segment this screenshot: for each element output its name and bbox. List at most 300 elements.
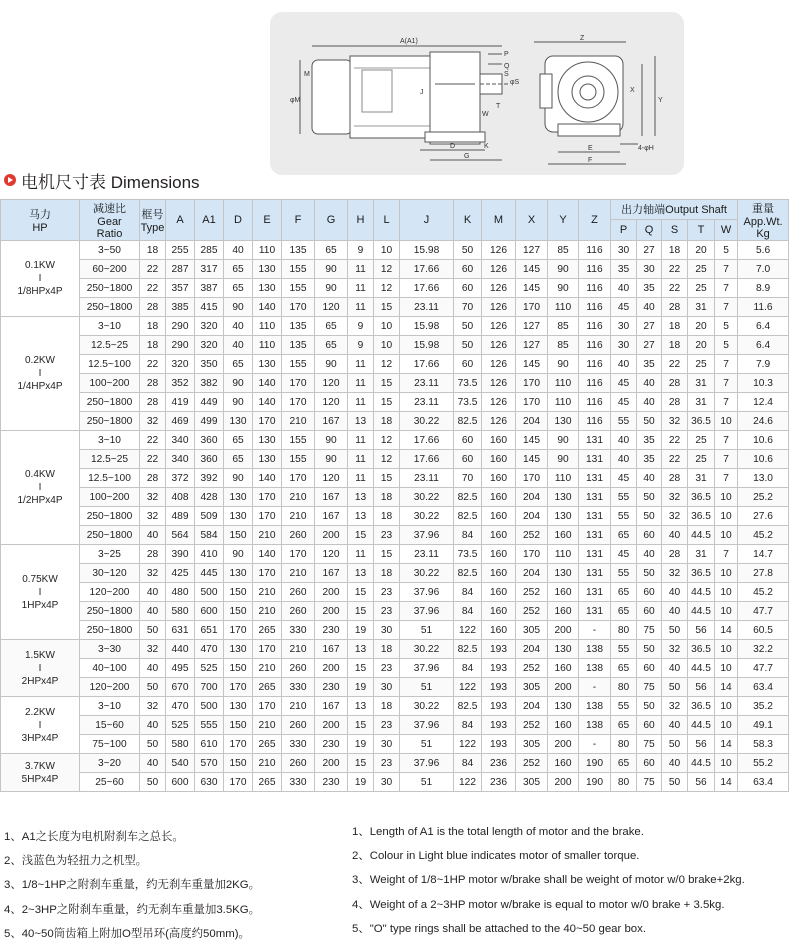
table-cell: 110 (548, 469, 579, 488)
table-cell: 20 (688, 241, 715, 260)
table-cell: 60 (637, 716, 662, 735)
table-cell: 210 (282, 697, 315, 716)
table-cell: 28 (662, 393, 688, 412)
table-cell: 73.5 (454, 374, 482, 393)
table-cell: 190 (579, 773, 611, 792)
table-cell: 65 (315, 317, 348, 336)
table-cell: 50 (140, 773, 166, 792)
table-cell: 18 (662, 241, 688, 260)
table-cell: 10 (715, 526, 738, 545)
table-cell: 116 (579, 317, 611, 336)
label-g: G (464, 153, 470, 160)
table-cell: 330 (282, 735, 315, 754)
label-m: M (304, 71, 310, 78)
table-cell: 145 (516, 260, 548, 279)
header-shaft-w: W (715, 219, 738, 240)
table-cell: 116 (579, 336, 611, 355)
table-header (1, 200, 789, 241)
table-cell: 3~10 (80, 431, 140, 450)
table-cell: 25 (688, 431, 715, 450)
table-cell: 23 (374, 602, 400, 621)
table-cell: 330 (282, 773, 315, 792)
table-cell: 15~60 (80, 716, 140, 735)
label-phim: φM (290, 97, 301, 104)
table-cell: 250~1800 (80, 621, 140, 640)
table-row (1, 298, 789, 317)
table-cell: 167 (315, 412, 348, 431)
table-cell: 499 (195, 412, 224, 431)
table-cell: 18 (662, 336, 688, 355)
table-cell: 22 (662, 355, 688, 374)
table-cell: 130 (224, 640, 253, 659)
table-cell: 126 (482, 241, 516, 260)
table-cell: 50 (637, 507, 662, 526)
table-cell: 170 (253, 488, 282, 507)
table-cell: 7 (715, 374, 738, 393)
label-p: P (504, 51, 509, 58)
header-type: 框号 Type (140, 200, 166, 241)
table-cell: 12 (374, 431, 400, 450)
table-cell: 82.5 (454, 640, 482, 659)
table-cell: 210 (282, 640, 315, 659)
table-cell: 50 (637, 640, 662, 659)
table-cell: 170 (282, 374, 315, 393)
table-cell: 90 (224, 393, 253, 412)
table-cell: 40 (637, 374, 662, 393)
table-row (1, 469, 789, 488)
table-cell: 160 (548, 602, 579, 621)
table-cell: 160 (482, 431, 516, 450)
table-cell: 30 (611, 336, 637, 355)
table-cell: 8.9 (738, 279, 789, 298)
table-cell: 51 (400, 621, 454, 640)
table-cell: 11 (348, 431, 374, 450)
table-cell: 30 (374, 735, 400, 754)
table-cell: 17.66 (400, 260, 454, 279)
note-cn: 3、1/8~1HP之附刹车重量，约无刹车重量加2KG。 (4, 879, 261, 892)
hp-cell: 0.1KW I 1/8HPx4P (1, 241, 80, 317)
table-cell: 126 (482, 355, 516, 374)
table-cell: 40 (662, 583, 688, 602)
table-cell: 40 (662, 526, 688, 545)
table-cell: 116 (579, 279, 611, 298)
table-cell: 193 (482, 716, 516, 735)
table-cell: 51 (400, 678, 454, 697)
table-cell: 130 (548, 488, 579, 507)
table-cell: 60~200 (80, 260, 140, 279)
table-cell: 160 (482, 545, 516, 564)
table-cell: 155 (282, 260, 315, 279)
table-cell: 290 (166, 336, 195, 355)
table-cell: 65 (224, 355, 253, 374)
table-cell: 135 (282, 241, 315, 260)
table-cell: 18 (374, 488, 400, 507)
table-cell: 40 (637, 393, 662, 412)
table-cell: 385 (166, 298, 195, 317)
table-cell: 193 (482, 735, 516, 754)
table-cell: 120 (315, 393, 348, 412)
table-cell: 255 (166, 241, 195, 260)
table-cell: 65 (611, 602, 637, 621)
table-cell: 19 (348, 773, 374, 792)
table-cell: 30 (611, 241, 637, 260)
table-cell: 82.5 (454, 412, 482, 431)
table-cell: 31 (688, 298, 715, 317)
note-cn: 2、浅蓝色为轻扭力之机型。 (4, 855, 148, 868)
table-cell: 40 (224, 241, 253, 260)
table-cell: 160 (482, 564, 516, 583)
table-cell: 193 (482, 640, 516, 659)
table-cell: 120~200 (80, 583, 140, 602)
label-t: T (496, 103, 501, 110)
table-cell: 700 (195, 678, 224, 697)
table-cell: 651 (195, 621, 224, 640)
table-cell: 28 (140, 298, 166, 317)
table-cell: 18 (662, 317, 688, 336)
table-cell: 170 (253, 697, 282, 716)
table-cell: 37.96 (400, 602, 454, 621)
table-cell: 17.66 (400, 355, 454, 374)
table-cell: 15 (348, 754, 374, 773)
table-cell: 170 (224, 621, 253, 640)
table-cell: 50 (662, 621, 688, 640)
table-cell: 65 (611, 583, 637, 602)
table-cell: 40 (140, 716, 166, 735)
note-en: 5、"O" type rings shall be attached to the 40~50 gear box. (352, 922, 646, 935)
table-cell: 130 (253, 355, 282, 374)
table-cell: 170 (224, 678, 253, 697)
table-cell: 50 (637, 488, 662, 507)
header-m: M (482, 200, 516, 241)
table-cell: 372 (166, 469, 195, 488)
table-cell: 30 (374, 678, 400, 697)
table-cell: 250~1800 (80, 393, 140, 412)
table-cell: 44.5 (688, 602, 715, 621)
table-cell: 11 (348, 450, 374, 469)
note-en: 1、Length of A1 is the total length of motor and the brake. (352, 826, 644, 838)
table-cell: 13 (348, 697, 374, 716)
table-cell: 50 (662, 678, 688, 697)
table-cell: 75 (637, 773, 662, 792)
table-cell: 600 (166, 773, 195, 792)
table-cell: 55 (611, 640, 637, 659)
table-cell: 56 (688, 773, 715, 792)
table-cell: 200 (315, 754, 348, 773)
table-cell: 25 (688, 260, 715, 279)
table-cell: 5 (715, 241, 738, 260)
table-cell: 10 (374, 336, 400, 355)
table-cell: 387 (195, 279, 224, 298)
table-cell: 30.22 (400, 697, 454, 716)
table-cell: 14 (715, 621, 738, 640)
table-cell: 145 (516, 431, 548, 450)
table-cell: 35 (611, 260, 637, 279)
notes-english (352, 820, 797, 941)
hp-cell: 0.4KW I 1/2HPx4P (1, 431, 80, 545)
table-cell: 170 (516, 545, 548, 564)
table-cell: 50 (140, 621, 166, 640)
table-cell: 167 (315, 640, 348, 659)
table-cell: 230 (315, 678, 348, 697)
table-cell: 17.66 (400, 450, 454, 469)
table-cell: 250~1800 (80, 412, 140, 431)
hp-cell: 0.2KW I 1/4HPx4P (1, 317, 80, 431)
table-cell: 130 (548, 640, 579, 659)
table-cell: 110 (548, 374, 579, 393)
table-cell: 160 (482, 507, 516, 526)
table-cell: 290 (166, 317, 195, 336)
table-cell: 116 (579, 260, 611, 279)
table-cell: 13 (348, 412, 374, 431)
table-cell: 55 (611, 412, 637, 431)
table-cell: 22 (662, 260, 688, 279)
table-cell: 90 (224, 545, 253, 564)
table-cell: 13 (348, 488, 374, 507)
table-cell: 110 (253, 336, 282, 355)
table-cell: - (579, 678, 611, 697)
table-cell: 45 (611, 393, 637, 412)
table-cell: 131 (579, 545, 611, 564)
table-cell: 45 (611, 545, 637, 564)
table-cell: 75 (637, 735, 662, 754)
table-cell: 36.5 (688, 697, 715, 716)
table-cell: 82.5 (454, 507, 482, 526)
table-cell: 305 (516, 621, 548, 640)
table-cell: 7 (715, 431, 738, 450)
header-z: Z (579, 200, 611, 241)
table-cell: 12.5~100 (80, 469, 140, 488)
table-cell: 15 (374, 393, 400, 412)
table-cell: 18 (140, 336, 166, 355)
table-cell: 200 (315, 716, 348, 735)
table-cell: 65 (224, 431, 253, 450)
table-cell: 23 (374, 659, 400, 678)
table-cell: 122 (454, 773, 482, 792)
table-cell: 126 (482, 260, 516, 279)
table-cell: 170 (516, 374, 548, 393)
label-e: E (588, 145, 593, 152)
table-cell: 10 (715, 697, 738, 716)
table-cell: 100~200 (80, 488, 140, 507)
table-cell: 60 (454, 279, 482, 298)
table-cell: 160 (482, 583, 516, 602)
table-cell: 40 (140, 526, 166, 545)
table-cell: 22 (140, 260, 166, 279)
table-cell: 80 (611, 621, 637, 640)
header-weight: 重量 App.Wt. Kg (738, 200, 789, 241)
table-cell: 305 (516, 735, 548, 754)
table-cell: 15 (374, 545, 400, 564)
table-cell: 45.2 (738, 583, 789, 602)
note-cn: 5、40~50筒齿箱上附加O型吊环(高度约50mm)。 (4, 927, 250, 940)
table-cell: 25.2 (738, 488, 789, 507)
table-row (1, 336, 789, 355)
table-cell: 27 (637, 317, 662, 336)
table-cell: 90 (548, 279, 579, 298)
table-cell: 84 (454, 526, 482, 545)
label-f: F (588, 157, 593, 164)
table-cell: 37.96 (400, 583, 454, 602)
table-cell: 131 (579, 431, 611, 450)
table-cell: 6.4 (738, 336, 789, 355)
table-cell: 160 (548, 526, 579, 545)
table-cell: 5.6 (738, 241, 789, 260)
table-cell: 287 (166, 260, 195, 279)
table-cell: 110 (253, 317, 282, 336)
note-en: 3、Weight of 1/8~1HP motor w/brake shall be weight of motor w/0 brake+2kg. (352, 874, 745, 887)
table-cell: 200 (315, 526, 348, 545)
table-cell: 131 (579, 488, 611, 507)
table-cell: 260 (282, 716, 315, 735)
table-cell: 120~200 (80, 678, 140, 697)
header-shaft-s: S (662, 219, 688, 240)
table-cell: 150 (224, 602, 253, 621)
table-cell: 20 (688, 317, 715, 336)
table-cell: 265 (253, 773, 282, 792)
table-cell: 200 (315, 659, 348, 678)
table-cell: 15 (348, 583, 374, 602)
table-cell: 210 (253, 754, 282, 773)
table-cell: 32 (140, 640, 166, 659)
table-cell: 120 (315, 298, 348, 317)
table-cell: 140 (253, 374, 282, 393)
table-cell: 135 (282, 317, 315, 336)
table-cell: 7 (715, 450, 738, 469)
table-cell: 75 (637, 678, 662, 697)
label-phis: φS (510, 79, 520, 86)
table-cell: 15.98 (400, 336, 454, 355)
table-cell: 55 (611, 564, 637, 583)
table-cell: 470 (195, 640, 224, 659)
table-cell: 11 (348, 279, 374, 298)
table-cell: 40 (140, 583, 166, 602)
table-cell: 23.11 (400, 393, 454, 412)
table-cell: 56 (688, 621, 715, 640)
table-cell: 250~1800 (80, 507, 140, 526)
table-cell: 170 (516, 298, 548, 317)
table-cell: 28 (662, 545, 688, 564)
table-cell: 9 (348, 241, 374, 260)
table-cell: 11 (348, 260, 374, 279)
table-cell: 22 (140, 431, 166, 450)
table-cell: 65 (315, 336, 348, 355)
table-cell: 193 (482, 678, 516, 697)
table-cell: 131 (579, 583, 611, 602)
table-cell: 150 (224, 754, 253, 773)
table-cell: 470 (166, 697, 195, 716)
table-cell: 122 (454, 621, 482, 640)
table-cell: 55 (611, 507, 637, 526)
header-d: D (224, 200, 253, 241)
table-cell: 60 (454, 450, 482, 469)
table-cell: 449 (195, 393, 224, 412)
table-cell: 170 (224, 735, 253, 754)
table-cell: 100~200 (80, 374, 140, 393)
table-cell: 3~20 (80, 754, 140, 773)
table-cell: 110 (253, 241, 282, 260)
table-cell: 14 (715, 678, 738, 697)
table-cell: 44.5 (688, 583, 715, 602)
table-cell: 24.6 (738, 412, 789, 431)
table-cell: 11 (348, 298, 374, 317)
table-cell: 13.0 (738, 469, 789, 488)
table-cell: 145 (516, 355, 548, 374)
label-y: Y (658, 97, 663, 104)
label-d: D (450, 143, 456, 150)
table-cell: 170 (253, 564, 282, 583)
table-cell: 260 (282, 583, 315, 602)
table-cell: 540 (166, 754, 195, 773)
table-cell: 50 (454, 241, 482, 260)
table-cell: 30 (374, 773, 400, 792)
table-cell: 90 (315, 450, 348, 469)
header-hp: 马力 HP (1, 200, 80, 241)
table-cell: 5 (715, 336, 738, 355)
table-cell: 37.96 (400, 526, 454, 545)
table-cell: 12.5~25 (80, 336, 140, 355)
table-cell: 22 (662, 450, 688, 469)
table-cell: 73.5 (454, 545, 482, 564)
table-cell: 340 (166, 450, 195, 469)
table-row (1, 317, 789, 336)
header-g: G (315, 200, 348, 241)
table-cell: 56 (688, 735, 715, 754)
table-cell: 631 (166, 621, 195, 640)
table-cell: 260 (282, 526, 315, 545)
table-cell: 40 (140, 754, 166, 773)
table-cell: 120 (315, 374, 348, 393)
table-cell: 7 (715, 279, 738, 298)
table-cell: 10 (715, 716, 738, 735)
table-cell: 30~120 (80, 564, 140, 583)
table-cell: 116 (579, 355, 611, 374)
table-cell: 19 (348, 621, 374, 640)
table-cell: 84 (454, 583, 482, 602)
table-row (1, 507, 789, 526)
table-cell: 50 (662, 773, 688, 792)
table-cell: 210 (253, 583, 282, 602)
table-cell: 37.96 (400, 716, 454, 735)
table-cell: 40 (662, 659, 688, 678)
table-cell: 22 (662, 431, 688, 450)
table-cell: 10 (715, 412, 738, 431)
table-cell: 130 (224, 564, 253, 583)
table-cell: 167 (315, 697, 348, 716)
table-cell: 80 (611, 735, 637, 754)
table-cell: 252 (516, 716, 548, 735)
table-row (1, 260, 789, 279)
table-cell: 130 (253, 260, 282, 279)
table-cell: 135 (282, 336, 315, 355)
table-cell: 84 (454, 602, 482, 621)
table-cell: 15 (348, 602, 374, 621)
table-cell: 230 (315, 735, 348, 754)
table-cell: 50 (454, 317, 482, 336)
table-cell: 170 (224, 773, 253, 792)
table-cell: 50 (140, 678, 166, 697)
table-cell: 230 (315, 621, 348, 640)
table-cell: 84 (454, 716, 482, 735)
table-cell: 265 (253, 621, 282, 640)
table-cell: 130 (224, 412, 253, 431)
table-cell: 23.11 (400, 545, 454, 564)
table-cell: 30 (374, 621, 400, 640)
label-w: W (482, 111, 489, 118)
table-cell: 30 (611, 317, 637, 336)
table-cell: 90 (548, 450, 579, 469)
section-title (4, 168, 200, 192)
table-cell: 28 (140, 469, 166, 488)
